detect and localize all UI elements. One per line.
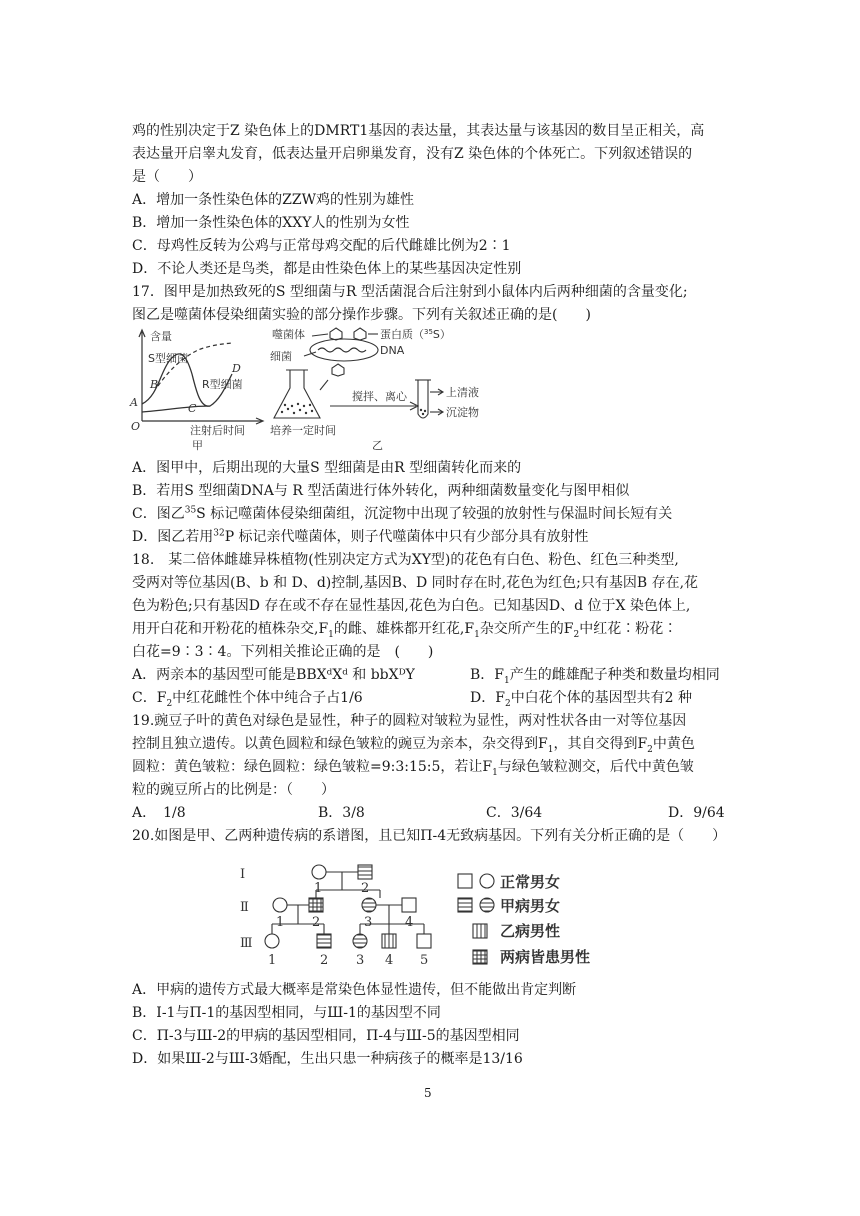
q17-option-c: C．图乙$^{35}$S 标记噬菌体侵染细菌组，沉淀物中出现了较强的放射性与保温时间长短有关: [132, 505, 673, 522]
q19-stem-2: 控制且独立遗传。以黄色圆粒和绿色皱粒的豌豆为亲本，杂交得到$F_1$，其自交得到$F_2$中黄色: [132, 736, 695, 755]
q16-option-a: A．增加一条性染色体的ZZW鸡的性别为雄性: [132, 192, 414, 208]
iii-2-number: 2: [320, 953, 329, 968]
q18-option-b: B．$F_1$产生的雌雄配子种类和数量均相同: [470, 667, 720, 686]
figure-yi-caption: 乙: [372, 439, 383, 452]
s-bacteria-label: S型细菌: [148, 352, 188, 365]
q18-stem-1: 18. 某二倍体雌雄异株植物(性别决定方式为XY型)的花色有白色、粉色、红色三种类型,: [132, 552, 679, 568]
q17-option-d: D．图乙若用$^{32}$P 标记亲代噬菌体，则子代噬菌体中只有少部分具有放射性: [132, 528, 589, 545]
q19-stem-3: 圆粒：黄色皱粒：绿色圆粒：绿色皱粒=9:3:15:5，若让$F_1$与绿色皱粒测交，后代中黄色皱: [132, 759, 694, 778]
point-c-label: C: [188, 402, 197, 415]
legend-disease-b: 乙病男性: [500, 922, 561, 940]
q19-stem-1: 19.豌豆子叶的黄色对绿色是显性，种子的圆粒对皱粒为显性，两对性状各由一对等位基因: [132, 713, 687, 729]
legend-disease-a: 甲病男女: [500, 897, 561, 915]
r-bacteria-label: R型细菌: [202, 378, 243, 391]
q16-line-2: 表达量开启睾丸发育，低表达量开启卵巢发育，没有Z 染色体的个体死亡。下列叙述错误的: [132, 146, 693, 162]
i-1-number: 1: [314, 881, 323, 896]
culture-label: 培养一定时间: [270, 424, 336, 437]
q18-stem-2: 受两对等位基因(B、b 和 D、d)控制,基因B、D 同时存在时,花色为红色;只有基因B 存在,花: [132, 575, 699, 591]
q17-option-a: A．图甲中，后期出现的大量S 型细菌是由R 型细菌转化而来的: [132, 460, 522, 476]
q18-stem-3: 色为粉色;只有基因D 存在或不存在显性基因,花色为白色。已知基因D、d 位于X 染色体上,: [132, 598, 691, 614]
iii-1-number: 1: [268, 953, 277, 968]
origin-label: O: [131, 420, 141, 433]
q16-line-1: 鸡的性别决定于Z 染色体上的DMRT1基因的表达量，其表达量与该基因的数目呈正相关，高: [132, 123, 705, 139]
legend-both-diseases: 两病皆患男性: [500, 948, 591, 966]
figure-jia-caption: 甲: [192, 439, 203, 452]
ii-1-number: 1: [276, 915, 285, 930]
iii-3-number: 3: [356, 953, 365, 968]
q20-stem: 20.如图是甲、乙两种遗传病的系谱图，且已知Π-4无致病基因。下列有关分析正确的是（ ）: [132, 828, 727, 844]
legend-normal: 正常男女: [500, 873, 561, 891]
supernatant-label: 上清液: [446, 386, 479, 399]
y-axis-label: 含量: [150, 330, 172, 343]
x-axis-label: 注射后时间: [190, 424, 245, 437]
q18-option-d: D．$F_2$中白花个体的基因型共有2 种: [470, 690, 693, 709]
q18-stem-5: 白花=9∶3∶4。下列相关推论正确的是 ( ): [132, 644, 434, 660]
q20-option-a: A．甲病的遗传方式最大概率是常染色体显性遗传，但不能做出肯定判断: [132, 982, 577, 998]
q16-line-3: 是（ ）: [132, 169, 202, 185]
q17-figure-yi: [268, 326, 508, 454]
iii-4-number: 4: [385, 953, 394, 968]
q20-option-b: B．I-1与Π-1的基因型相同，与Ш-1的基因型不同: [132, 1005, 441, 1021]
q19-option-d: D．9/64: [668, 805, 725, 821]
sediment-label: 沉淀物: [446, 406, 479, 419]
ii-4-number: 4: [405, 915, 414, 930]
q18-option-c: C．$F_2$中红花雌性个体中纯合子占1/6: [132, 690, 363, 709]
point-d-label: D: [232, 362, 241, 375]
q19-option-b: B．3/8: [318, 805, 365, 821]
q18-stem-4: 用开白花和开粉花的植株杂交$,F_1$的雌、雄株都开红花$,F_1$杂交所产生的$F_2$中红花∶粉花∶: [132, 621, 678, 640]
q20-pedigree: [236, 854, 616, 974]
page-number: 5: [424, 1086, 432, 1100]
q16-option-b: B．增加一条性染色体的XXY人的性别为女性: [132, 215, 410, 231]
q19-option-a: A． 1/8: [132, 805, 186, 821]
i-2-number: 2: [361, 881, 370, 896]
ii-2-number: 2: [312, 915, 321, 930]
q20-option-c: C．Π-3与Ш-2的甲病的基因型相同，Π-4与Ш-5的基因型相同: [132, 1028, 520, 1044]
q19-option-c: C．3/64: [486, 805, 543, 821]
generation-1-label: Ⅰ: [240, 867, 246, 882]
phage-label: 噬菌体: [272, 328, 305, 341]
iii-5-number: 5: [420, 953, 429, 968]
q20-option-d: D．如果Ш-2与Ш-3婚配，生出只患一种病孩子的概率是13/16: [132, 1051, 523, 1067]
point-a-label: A: [130, 396, 138, 409]
q17-stem-1: 17．图甲是加热致死的S 型细菌与R 型活菌混合后注射到小鼠体内后两种细菌的含量变化;: [132, 284, 688, 300]
q19-stem-4: 粒的豌豆所占的比例是：（ ）: [132, 782, 335, 798]
q17-figure-jia: [128, 326, 268, 452]
bacteria-label: 细菌: [270, 350, 292, 363]
q16-option-d: D．不论人类还是鸟类，都是由性染色体上的某些基因决定性别: [132, 261, 522, 277]
q17-stem-2: 图乙是噬菌体侵染细菌实验的部分操作步骤。下列有关叙述正确的是( ): [132, 307, 591, 323]
generation-3-label: Ⅲ: [240, 936, 253, 951]
dna-label: DNA: [380, 344, 405, 357]
point-b-label: B: [150, 378, 159, 391]
q16-option-c: C．母鸡性反转为公鸡与正常母鸡交配的后代雌雄比例为2∶1: [132, 238, 511, 254]
q18-option-a: A．两亲本的基因型可能是BBXᵈXᵈ 和 bbXᴰY: [132, 667, 415, 683]
q17-option-b: B．若用S 型细菌DNA与 R 型活菌进行体外转化，两种细菌数量变化与图甲相似: [132, 483, 630, 499]
generation-2-label: Ⅱ: [240, 900, 249, 915]
stir-centrifuge-label: 搅拌、离心: [352, 390, 407, 403]
protein-label: 蛋白质（$^{35}$S）: [380, 328, 451, 341]
ii-3-number: 3: [364, 915, 373, 930]
